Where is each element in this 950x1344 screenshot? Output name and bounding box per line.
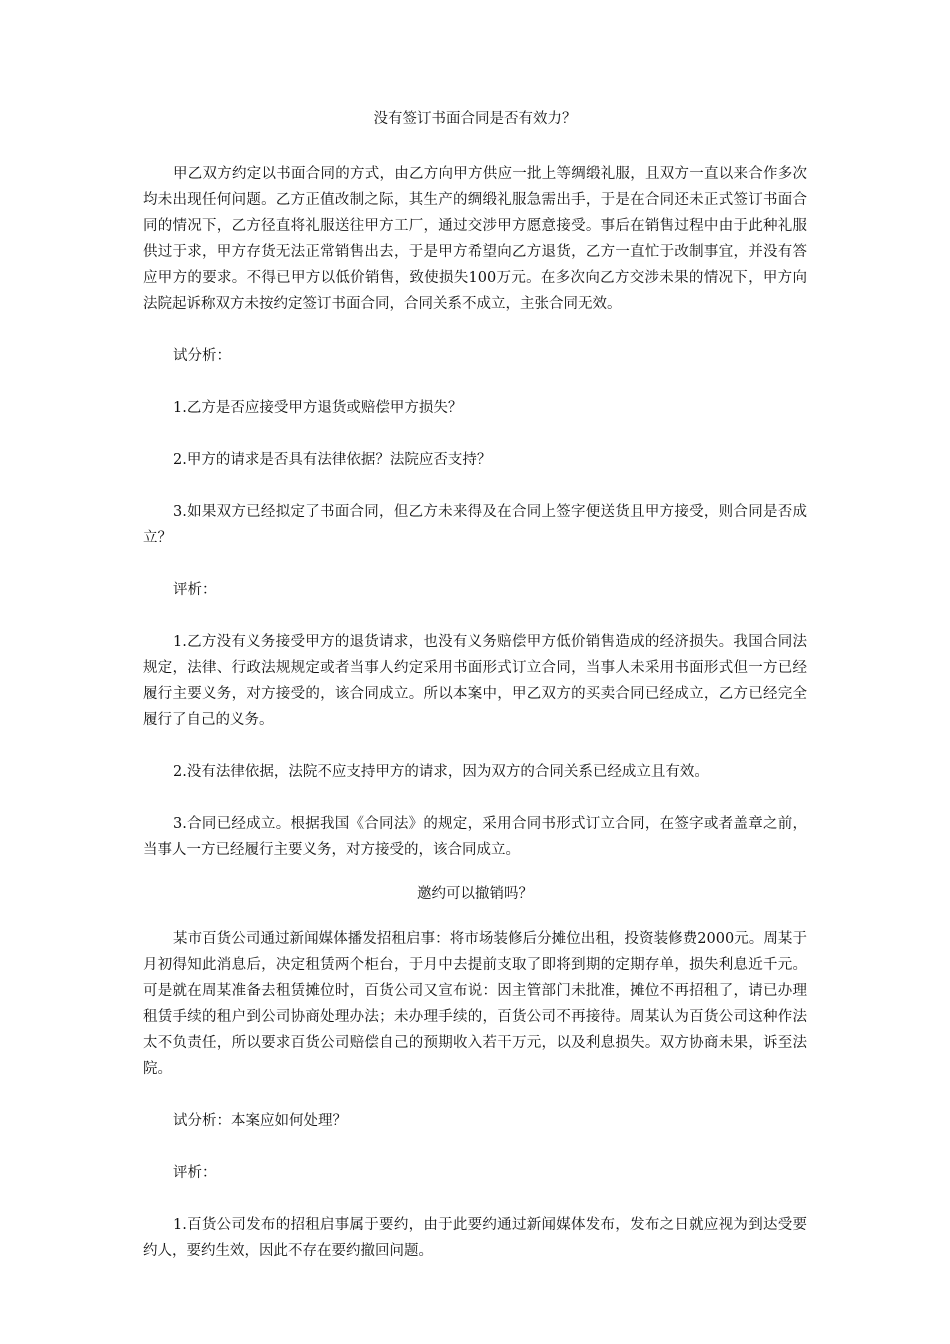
case2-facts: 某市百货公司通过新闻媒体播发招租启事：将市场装修后分摊位出租，投资装修费2000元。周某于月初得知此消息后，决定租赁两个柜台，于月中去提前支取了即将到期的定期存单，损失利息近千元。可是就在周某准备去租赁摊位时，百货公司又宣布说：因主管部门未批准，摊位不再招租了，请已办理租赁手续的租户到公司协商处理办法；未办理手续的，百货公司不再接待。周某认为百货公司这种作法太不负责任，所以要求百货公司赔偿自己的预期收入若干万元，以及利息损失。双方协商未果，诉至法院。 [143,931,807,1077]
case1-answer-2: 2.没有法律依据，法院不应支持甲方的请求，因为双方的合同关系已经成立且有效。 [173,764,709,780]
case1-question-2: 2.甲方的请求是否具有法律依据？法院应否支持？ [173,452,492,468]
case2-title: 邀约可以撤销吗？ [417,886,533,902]
case1-analysis-label: 试分析： [173,348,231,364]
case1-question-1: 1.乙方是否应接受甲方退货或赔偿甲方损失？ [173,400,463,416]
case2-review-label: 评析： [173,1165,217,1181]
case1-facts: 甲乙双方约定以书面合同的方式，由乙方向甲方供应一批上等绸缎礼服，且双方一直以来合作多次均未出现任何问题。乙方正值改制之际，其生产的绸缎礼服急需出手，于是在合同还未正式签订书面合同的情况下，乙方径直将礼服送往甲方工厂，通过交涉甲方愿意接受。事后在销售过程中由于此种礼服供过于求，甲方存货无法正常销售出去，于是甲方希望向乙方退货，乙方一直忙于改制事宜，并没有答应甲方的要求。不得已甲方以低价销售，致使损失100万元。在多次向乙方交涉未果的情况下，甲方向法院起诉称双方未按约定签订书面合同，合同关系不成立，主张合同无效。 [143,166,807,312]
case1-answer-1: 1.乙方没有义务接受甲方的退货请求，也没有义务赔偿甲方低价销售造成的经济损失。我国合同法规定，法律、行政法规规定或者当事人约定采用书面形式订立合同，当事人未采用书面形式但一方已经履行主要义务，对方接受的，该合同成立。所以本案中，甲乙双方的买卖合同已经成立，乙方已经完全履行了自己的义务。 [143,634,807,728]
case1-answer-3: 3.合同已经成立。根据我国《合同法》的规定，采用合同书形式订立合同，在签字或者盖章之前，当事人一方已经履行主要义务，对方接受的，该合同成立。 [143,816,807,858]
case2-answer-1: 1.百货公司发布的招租启事属于要约，由于此要约通过新闻媒体发布，发布之日就应视为到达受要约人，要约生效，因此不存在要约撤回问题。 [143,1217,807,1259]
case1-title: 没有签订书面合同是否有效力？ [373,111,577,127]
case1-review-label: 评析： [173,582,217,598]
case1-question-3: 3.如果双方已经拟定了书面合同，但乙方未来得及在合同上签字便送货且甲方接受，则合同是否成立？ [143,504,807,546]
case2-question: 试分析：本案应如何处理？ [173,1113,347,1129]
document-page [143,106,807,1290]
